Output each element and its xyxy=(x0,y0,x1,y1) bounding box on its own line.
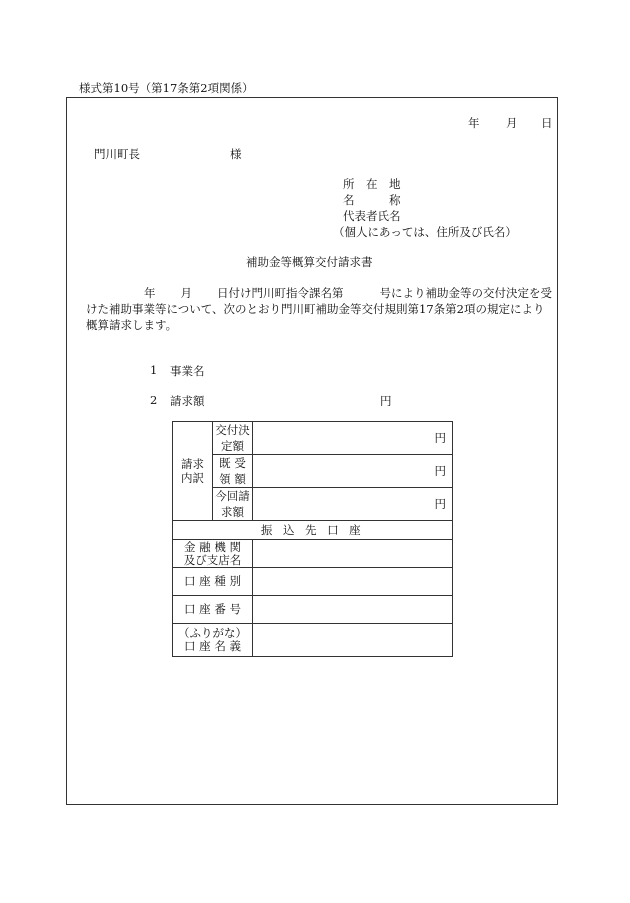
date-month-label: 月 xyxy=(506,116,518,130)
individual-note: （個人にあっては、住所及び氏名） xyxy=(333,225,517,239)
bank-label-line: 口 座 名 義 xyxy=(184,639,241,653)
amount-label: 今回請求額 xyxy=(213,488,253,521)
representative-label: 代表者氏名 xyxy=(343,209,401,223)
bank-label-line: 口 座 種 別 xyxy=(184,574,241,588)
amount-value-cell[interactable]: 円 xyxy=(253,422,453,455)
bank-label xyxy=(173,596,253,624)
item-label: 事業名 xyxy=(170,364,205,378)
addressee-honorific: 様 xyxy=(230,147,242,161)
addressee-name: 門川町長 xyxy=(94,147,140,161)
amount-value-cell[interactable]: 円 xyxy=(253,488,453,521)
bank-label-line: （ふりがな） xyxy=(178,626,247,640)
bank-label-line: 及び支店名 xyxy=(183,552,242,567)
body-year: 年 xyxy=(144,286,156,300)
table-row xyxy=(173,422,453,455)
item-number: 1 xyxy=(150,363,158,377)
amount-label: 交付決定額 xyxy=(213,422,253,455)
bank-label-line: 口 座 番 号 xyxy=(184,602,241,616)
bank-label xyxy=(173,624,253,657)
date-year-label: 年 xyxy=(468,116,480,130)
bank-value-cell[interactable] xyxy=(253,596,453,624)
bank-value-cell[interactable] xyxy=(253,540,453,568)
bank-label xyxy=(173,568,253,596)
table-row xyxy=(173,596,453,624)
bank-value-cell[interactable] xyxy=(253,568,453,596)
request-table xyxy=(172,421,453,657)
table-row xyxy=(173,624,453,657)
request-paragraph xyxy=(86,285,552,333)
address-label: 所 在 地 xyxy=(343,177,401,191)
table-row xyxy=(173,455,453,488)
body-month: 月 xyxy=(180,286,192,300)
table-row xyxy=(173,521,453,540)
body-text-1: 日付け門川町指令課名第 xyxy=(217,286,344,300)
table-row xyxy=(173,488,453,521)
amount-value-cell[interactable]: 円 xyxy=(253,455,453,488)
item-number: 2 xyxy=(150,393,158,407)
date-day-label: 日 xyxy=(541,116,553,130)
bank-value-cell[interactable] xyxy=(253,624,453,657)
item-label: 請求額 xyxy=(170,394,205,408)
bank-label-line: 金 融 機 関 xyxy=(184,539,241,554)
table-row xyxy=(173,540,453,568)
document-title: 補助金等概算交付請求書 xyxy=(246,255,373,269)
table-row xyxy=(173,568,453,596)
bank-account-header: 振 込 先 口 座 xyxy=(173,521,453,540)
name-label: 名 称 xyxy=(343,193,401,207)
bank-label xyxy=(173,540,253,568)
request-breakdown-label: 請求内訳 xyxy=(173,422,213,521)
item-unit: 円 xyxy=(380,394,392,408)
body-text-2: 号により補助金等の交付決定を受けた補助事業等について、次のとおり門川町補助金等交付規則第17条第2項の規定により概算請求します。 xyxy=(86,286,552,332)
form-number: 様式第10号（第17条第2項関係） xyxy=(79,81,254,95)
amount-label: 既 受 領 額 xyxy=(213,455,253,488)
